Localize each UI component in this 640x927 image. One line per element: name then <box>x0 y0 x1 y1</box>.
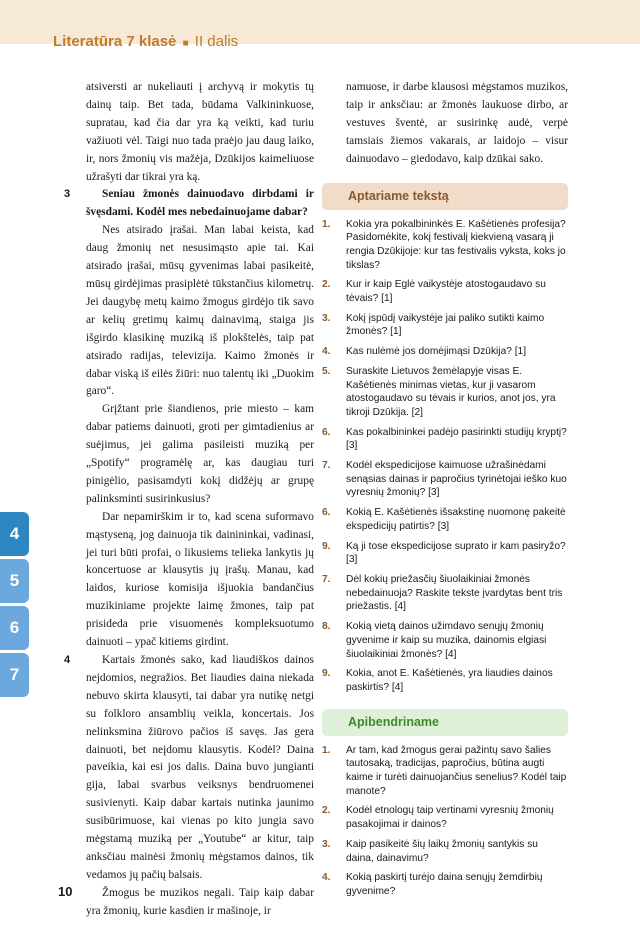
separator-bullet: ■ <box>182 38 189 49</box>
question-item <box>322 345 568 359</box>
question-number: 6. <box>322 507 331 519</box>
question-text: Kokią E. Kašėtienės išsakstinę nuomonę pakeitė ekspedicijų patirtis? [3] <box>346 507 566 532</box>
question-text: Kas pokalbininkei padėjo pasirinkti studijų kryptį? [3] <box>346 426 567 452</box>
question-item <box>322 838 568 865</box>
paragraph: atsiversti ar nukeliauti į archyvą ir mokytis tų dainų taip. Bet tada, būdama Valkininkuose, supratau, kad čia dar yra ką veikti, kad turiu važiuoti vėl. Taigi nuo tada praėjo jau daug laiko, ir, nors žmonių vis mažėja, Dzūkijos kaimeliuose užrašyti dar tikrai yra ką. <box>86 81 314 183</box>
discussion-questions <box>322 218 568 695</box>
question-number: 1. <box>322 744 331 756</box>
page-header <box>0 0 640 50</box>
question-text: Kokia, anot E. Kašėtienės, yra liaudies dainos paskirtis? [4] <box>346 668 553 693</box>
question-number: 6. <box>322 426 331 438</box>
book-part: II dalis <box>194 33 239 50</box>
section-number: 4 <box>64 654 71 666</box>
question-item <box>322 804 568 831</box>
question-number: 3. <box>322 838 331 850</box>
question-item <box>322 506 568 533</box>
question-text: Kaip pasikeitė šių laikų žmonių santykis su daina, dainavimu? <box>346 838 538 864</box>
section-3 <box>64 186 314 652</box>
question-number: 8. <box>322 621 331 633</box>
question-text: Kas nulėmė jos domėjimąsi Dzūkija? [1] <box>346 346 527 358</box>
question-text: Kokia yra pokalbininkės E. Kašėtienės profesija? Pasidomėkite, kokį festivalį kiekvieną vasarą ji rengia Dzūkijoje: kur tas festivalis vyksta, koks jo tikslas? <box>346 218 566 271</box>
question-text: Ką ji tose ekspedicijose suprato ir kam pasiryžo? [3] <box>346 540 566 566</box>
paragraph: Nes atsirado įrašai. Man labai keista, kad daug žmonių net nesusimąsto apie tai. Kai atsirado įrašai, mūsų gyvenimas labai pasikeitė, mūsų girdėjimas prasiplėtė tūkstančius kilometrų. Jei daugybę metų kaimo žmogus girdėjo tik savo ar kelių gretimų kaimų dainavimą, staiga jis išgirdo klasikinę muziką iš plokštelės, taip pat atsirado radijas, televizija. Kaimo žmonės ir dabar viską iš eilės žiūri: nuo talentų iki „Duokim garo“. <box>86 224 314 398</box>
question-number: 4. <box>322 346 331 358</box>
paragraph: Kartais žmonės sako, kad liaudiškos dainos nejdomios, negražios. Bet liaudies daina niekada nebuvo skirta klausyti, tai dabar yra nutikę netgi su folkloro ansamblių veikla, koncertais. Jos nelinksmina žiūrovo pačios iš savęs. Jas gera dainuoti, bet neįdomu klausytis. Kodėl? Daina paveikia, kai esi jos dalis. Daina buvo jungianti gija, labai svarbus veiksnys bendruomenei susivienyti. Kaip dabar kartais nutinka jaunimo susibūrimuose, kai vienas po kito jungia savo mėgstamą muziką per „Youtube“ ar kitur, taip anksčiau mainėsi žmonių mėgstamos dainos, tik vedamos jų pačių balsais. <box>86 654 314 881</box>
question-item <box>322 365 568 420</box>
question-item <box>322 312 568 339</box>
question-number: 7. <box>322 460 331 472</box>
question-item <box>322 218 568 273</box>
question-number: 3. <box>322 312 331 324</box>
section-heading-discuss: Aptariame tekstą <box>322 183 568 210</box>
question-item <box>322 573 568 614</box>
question-item <box>322 744 568 799</box>
question-text: Kokią vietą dainos užimdavo senųjų žmonių gyvenime ir kaip su muzika, dainomis elgiasi šiuolaikiniai žmonės? [4] <box>346 621 547 660</box>
paragraph: Grįžtant prie šiandienos, prie miesto – kam dabar patiems dainuoti, groti per gimtadienius ar suėjimus, jei galima pasileisti muziką per „Spotify“ programėlę ar, kas daugiau turi pinigėlio, pasisamdyti kokį didžėjų ar grupę palinksminti susirinkusius? <box>86 403 314 505</box>
question-text: Kodėl etnologų taip vertinami vyresnių žmonių pasakojimai ir dainos? <box>346 805 554 831</box>
section-heading-summary: Apibendriname <box>322 709 568 736</box>
paragraph: Žmogus be muzikos negali. Taip kaip dabar yra žmonių, kurie kasdien ir mašinoje, ir <box>86 886 314 917</box>
question-item <box>322 459 568 500</box>
chapter-tab-5[interactable]: 5 <box>0 559 29 603</box>
paragraph: Dar nepamirškim ir to, kad scena suformavo mąstyseną, jog dainuoja tik dainininkai, vadinasi, jei turi būti profai, o likusiems telieka lankytis jų koncertuose ar klausytis jų įrašų. Manau, kad laidos, kuriose komisija išjuokia bandančius muzikiniame projekte laimę žmones, taip pat prisideda prie visuomenės kompleksuotumo dainuoti – ypač kitiems girdint. <box>86 510 314 649</box>
chapter-tab-6[interactable]: 6 <box>0 606 29 650</box>
page-number: 10 <box>58 884 73 899</box>
section-question: Seniau žmonės dainuodavo dirbdami ir švęsdami. Kodėl mes nebedainuojame dabar? <box>86 188 314 219</box>
question-number: 4. <box>322 872 331 884</box>
question-text: Suraskite Lietuvos žemėlapyje visas E. Kašėtienės minimas vietas, kur ji vasarom atostogaudavo su tėvais ir kurios, anot jos, yra tikroji Dzūkija. [2] <box>346 365 556 418</box>
right-column <box>322 79 568 905</box>
question-text: Kodėl ekspedicijose kaimuose užrašinėdami senąsias dainas ir papročius tyrinėtojai ieško kuo vyresnių žmonių? [3] <box>346 460 567 499</box>
question-number: 9. <box>322 668 331 680</box>
question-item <box>322 667 568 694</box>
question-text: Dėl kokių priežasčių šiuolaikiniai žmonės nebedainuoja? Raskite tekste įvardytas bent tris priežastis. [4] <box>346 574 563 613</box>
question-text: Kokį įspūdį vaikystėje jai paliko sutikti kaimo žmonės? [1] <box>346 312 545 338</box>
question-number: 5. <box>322 365 331 377</box>
paragraph-continuation: namuose, ir darbe klausosi mėgstamos muzikos, taip ir anksčiau: ar žmonės laukuose dirbo, ar vestuves šventė, ar susirinkę audė, verpė tamsiais žiemos vakarais, ar laidojo – visur dainuodavo – giedodavo, kaip dzūkai sako. <box>346 81 568 165</box>
chapter-tab-7[interactable]: 7 <box>0 653 29 697</box>
question-item <box>322 871 568 898</box>
question-number: 2. <box>322 805 331 817</box>
section-number: 3 <box>64 188 71 201</box>
book-title-text: Literatūra 7 klasė <box>53 33 177 50</box>
question-number: 9. <box>322 540 331 552</box>
question-item <box>322 620 568 661</box>
book-title <box>53 33 238 50</box>
chapter-tabs <box>0 512 29 700</box>
question-text: Ar tam, kad žmogus gerai pažintų savo šalies tautosaką, tradicijas, papročius, būtina augti kaime ir turėti dainuojančius senelius? Kodėl taip manote? <box>346 744 567 797</box>
question-text: Kur ir kaip Eglė vaikystėje atostogaudavo su tėvais? [1] <box>346 279 546 305</box>
chapter-tab-4[interactable]: 4 <box>0 512 29 556</box>
question-number: 2. <box>322 279 331 291</box>
question-text: Kokią paskirtį turėjo daina senųjų žemdirbių gyvenime? <box>346 872 543 897</box>
question-item <box>322 278 568 305</box>
question-number: 7. <box>322 574 331 585</box>
question-item <box>322 540 568 567</box>
summary-questions <box>322 744 568 899</box>
question-number: 1. <box>322 218 331 230</box>
question-item <box>322 426 568 453</box>
